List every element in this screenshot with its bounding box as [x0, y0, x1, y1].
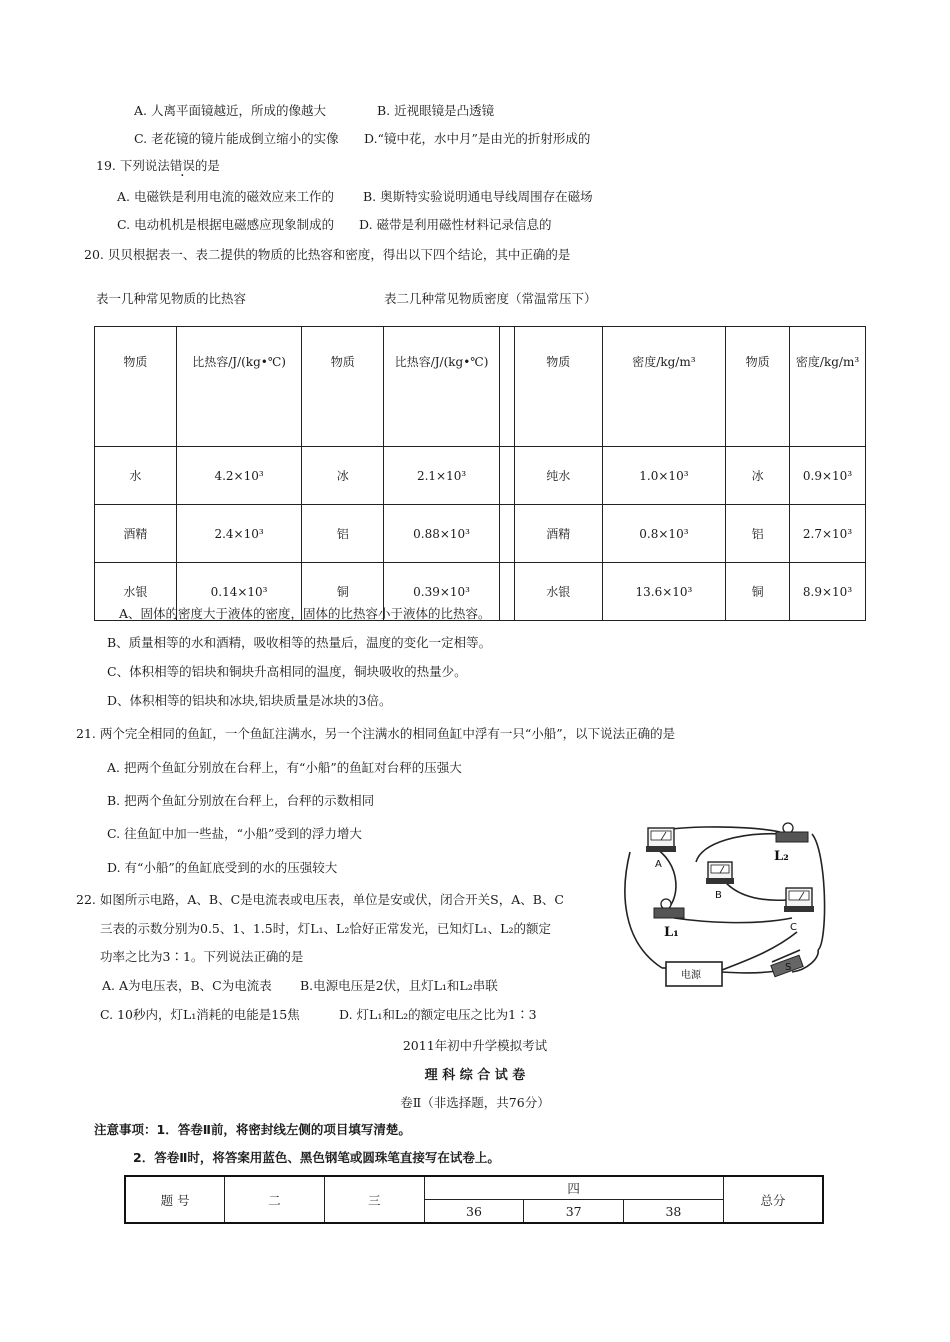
table-separator	[499, 327, 514, 447]
q22-line1: 22. 如图所示电路，A、B、C是电流表或电压表，单位是安或伏，闭合开关S，A、B、C	[76, 892, 564, 907]
q21-option-a: A. 把两个鱼缸分别放在台秤上，有“小船”的鱼缸对台秤的压强大	[107, 760, 462, 775]
label-l1: L₁	[664, 925, 679, 940]
label-s: S	[785, 962, 792, 973]
table-cell: 0.8×10³	[602, 505, 726, 563]
table-row	[95, 447, 866, 505]
header-cell: 物质	[726, 327, 790, 447]
q21-stem: 21. 两个完全相同的鱼缸，一个鱼缸注满水，另一个注满水的相同鱼缸中浮有一只“小船”，以下说法正确的是	[76, 726, 676, 741]
q19-option-b: B. 奥斯特实验说明通电导线周围存在磁场	[363, 189, 593, 204]
lamp-l1-icon	[654, 899, 684, 918]
meter-a-icon	[646, 828, 676, 852]
header-cell: 比热容/J/(kg•℃)	[384, 327, 500, 447]
table-cell: 酒精	[95, 505, 177, 563]
table-cell: 铝	[302, 505, 384, 563]
header-cell: 密度/kg/m³	[602, 327, 726, 447]
table-cell: 2.4×10³	[176, 505, 302, 563]
table-cell: 酒精	[514, 505, 602, 563]
table-separator	[499, 447, 514, 505]
q18-option-a: A. 人离平面镜越近，所成的像越大	[134, 103, 326, 118]
table-cell: 水银	[95, 563, 177, 621]
table-cell: 纯水	[514, 447, 602, 505]
lamp-l2-icon	[776, 823, 808, 842]
table-cell: 铝	[726, 505, 790, 563]
q18-option-c: C. 老花镜的镜片能成倒立缩小的实像	[134, 131, 339, 146]
paper-title: 理 科 综 合 试 卷	[424, 1068, 526, 1083]
table-cell: 水银	[514, 563, 602, 621]
score-table	[124, 1175, 824, 1224]
volume-title: 卷Ⅱ（非选择题，共76分）	[400, 1095, 550, 1110]
table-cell: 水	[95, 447, 177, 505]
q22-option-d: D. 灯L₁和L₂的额定电压之比为1∶3	[339, 1007, 537, 1022]
table-cell: 0.14×10³	[176, 563, 302, 621]
q19-option-a: A. 电磁铁是利用电流的磁效应来工作的	[117, 189, 334, 204]
q20-option-d: D、体积相等的铝块和冰块,铝块质量是冰块的3倍。	[107, 693, 392, 708]
score-col-total: 总分	[723, 1176, 823, 1223]
header-cell: 物质	[95, 327, 177, 447]
header-cell: 物质	[514, 327, 602, 447]
q18-option-b: B. 近视眼镜是凸透镜	[377, 103, 495, 118]
table-cell: 铜	[302, 563, 384, 621]
properties-table	[94, 326, 866, 621]
table-header-row	[95, 327, 866, 447]
score-col-3: 三	[324, 1176, 424, 1223]
note-1: 注意事项：1．答卷Ⅱ前，将密封线左侧的项目填写清楚。	[94, 1122, 411, 1137]
q22-option-b: B.电源电压是2伏，且灯L₁和L₂串联	[300, 978, 498, 993]
meter-b-icon	[706, 862, 734, 884]
table-cell: 0.9×10³	[790, 447, 866, 505]
q22-line2: 三表的示数分别为0.5、1、1.5时，灯L₁、L₂恰好正常发光，已知灯L₁、L₂的额定	[100, 921, 551, 936]
header-cell: 密度/kg/m³	[790, 327, 866, 447]
table-cell: 冰	[302, 447, 384, 505]
note-2-text: 2．答卷Ⅱ时，将答案用蓝色、黑色钢笔或圆珠笔直接写在试卷上。	[133, 1150, 500, 1165]
q20-option-b: B、质量相等的水和酒精，吸收相等的热量后，温度的变化一定相等。	[107, 635, 492, 650]
q19-option-c: C. 电动机机是根据电磁感应现象制成的	[117, 217, 335, 232]
table-cell: 铜	[726, 563, 790, 621]
exam-title: 2011年初中升学模拟考试	[402, 1038, 548, 1053]
q19-option-d: D. 磁带是利用磁性材料记录信息的	[359, 217, 552, 232]
meter-c-icon	[784, 888, 814, 912]
header-cell: 比热容/J/(kg•℃)	[176, 327, 302, 447]
q20-option-c: C、体积相等的铝块和铜块升高相同的温度，铜块吸收的热量少。	[107, 664, 467, 679]
power-label: 电源	[681, 970, 701, 981]
label-b: B	[715, 890, 722, 901]
q18-option-d: D.“镜中花，水中月”是由光的折射形成的	[364, 131, 591, 146]
q22-line3: 功率之比为3∶1。下列说法正确的是	[100, 949, 304, 964]
table2-caption: 表二几种常见物质密度（常温常压下）	[384, 291, 597, 306]
score-col-2: 二	[225, 1176, 325, 1223]
table-cell: 8.9×10³	[790, 563, 866, 621]
q22-option-c: C. 10秒内，灯L₁消耗的电能是15焦	[100, 1007, 300, 1022]
table-cell: 2.7×10³	[790, 505, 866, 563]
score-sub-38: 38	[624, 1200, 724, 1224]
q21-option-c: C. 往鱼缸中加一些盐，“小船”受到的浮力增大	[107, 826, 362, 841]
label-a: A	[655, 859, 662, 870]
circuit-diagram	[622, 822, 832, 994]
score-col-4: 四	[424, 1176, 723, 1200]
label-l2: L₂	[774, 849, 789, 864]
q20-option-a: A、固体的密度大于液体的密度，固体的比热容小于液体的比热容。	[119, 606, 491, 621]
score-sub-36: 36	[424, 1200, 524, 1224]
q22-option-a: A. A为电压表，B、C为电流表	[102, 978, 272, 993]
table-separator	[499, 505, 514, 563]
q21-option-d: D. 有“小船”的鱼缸底受到的水的压强较大	[107, 860, 338, 875]
q19-stem-suffix: 的是	[194, 158, 220, 173]
score-col-title: 题 号	[125, 1176, 225, 1223]
score-header-row	[125, 1176, 823, 1200]
score-sub-37: 37	[524, 1200, 624, 1224]
label-c: C	[790, 922, 797, 933]
header-cell: 物质	[302, 327, 384, 447]
table-cell: 冰	[726, 447, 790, 505]
table-cell: 1.0×10³	[602, 447, 726, 505]
table-cell: 13.6×10³	[602, 563, 726, 621]
table-cell: 2.1×10³	[384, 447, 500, 505]
q19-stem-emphasis: 错误	[169, 158, 195, 173]
q19-stem	[96, 157, 220, 175]
table-cell: 0.88×10³	[384, 505, 500, 563]
table1-caption: 表一几种常见物质的比热容	[96, 291, 247, 306]
q21-option-b: B. 把两个鱼缸分别放在台秤上，台秤的示数相同	[107, 793, 375, 808]
table-separator	[499, 563, 514, 621]
note-2	[133, 1148, 500, 1167]
q19-stem-prefix: 19. 下列说法	[96, 158, 170, 173]
table-cell: 4.2×10³	[176, 447, 302, 505]
table-cell: 0.39×10³	[384, 563, 500, 621]
table-row	[95, 505, 866, 563]
q20-stem: 20. 贝贝根据表一、表二提供的物质的比热容和密度，得出以下四个结论，其中正确的是	[84, 247, 571, 262]
